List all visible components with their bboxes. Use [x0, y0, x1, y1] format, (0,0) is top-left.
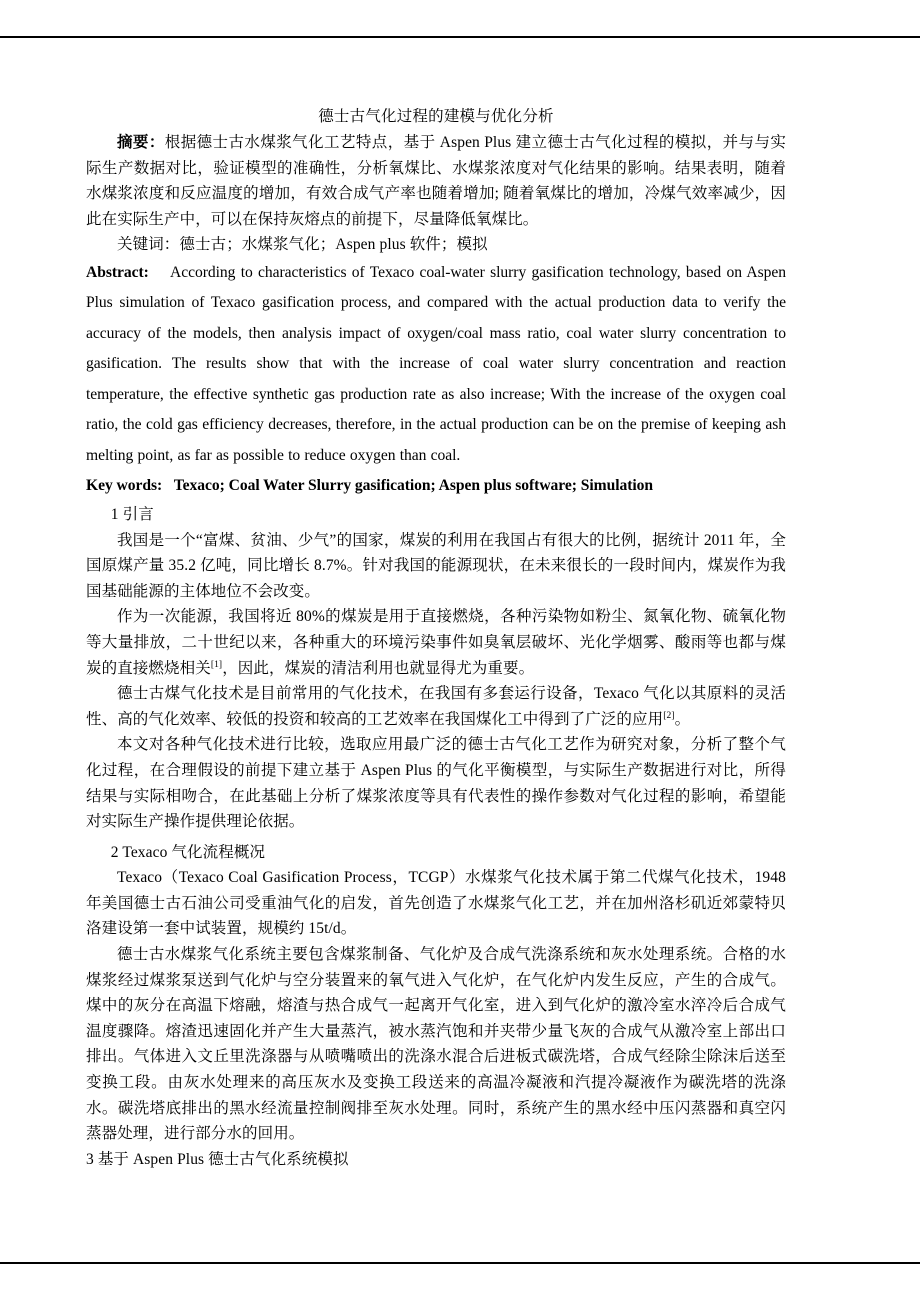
section-1-paragraph-2-text: 作为一次能源，我国将近 80%的煤炭是用于直接燃烧，各种污染物如粉尘、氮氧化物、硫氧化物等大量排放，二十世纪以来，各种重大的环境污染事件如臭氧层破坏、光化学烟雾、酸雨等也都与煤炭的直接燃烧相关 — [86, 608, 786, 677]
section-1-paragraph-2-tail: ，因此，煤炭的清洁利用也就显得尤为重要。 — [222, 659, 535, 677]
section-1-paragraph-1: 我国是一个“富煤、贫油、少气”的国家，煤炭的利用在我国占有很大的比例，据统计 2011 年，全国原煤产量 35.2 亿吨，同比增长 8.7%。针对我国的能源现状，在未来很长的一段时间内，煤炭作为我国基础能源的主体地位不会改变。 — [86, 531, 786, 600]
abstract-cn-paragraph — [86, 130, 786, 232]
section-3-heading: 3 基于 Aspen Plus 德士古气化系统模拟 — [86, 1150, 349, 1168]
page-title: 德士古气化过程的建模与优化分析 — [318, 108, 554, 125]
section-1-heading: 1 引言 — [110, 505, 154, 523]
section-2-paragraph-2: 德士古水煤浆气化系统主要包含煤浆制备、气化炉及合成气洗涤系统和灰水处理系统。合格的水煤浆经过煤浆泵送到气化炉与空分装置来的氧气进入气化炉，在气化炉内发生反应，产生的合成气。煤中的灰分在高温下熔融，熔渣与热合成气一起离开气化室，进入到气化炉的激冷室水淬冷后合成气温度骤降。熔渣迅速固化并产生大量蒸汽，被水蒸汽饱和并夹带少量飞灰的合成气从激冷室上部出口排出。气体进入文丘里洗涤器与从喷嘴喷出的洗涤水混合后进板式碳洗塔，合成气经除尘除沫后送至变换工段。由灰水处理来的高压灰水及变换工段送来的高温冷凝液和汽提冷凝液作为碳洗塔的洗涤水。碳洗塔底排出的黑水经流量控制阀排至灰水处理。同时，系统产生的黑水经中压闪蒸器和真空闪蒸器处理，进行部分水的回用。 — [86, 946, 786, 1143]
section-1-paragraph-3 — [86, 681, 786, 732]
citation-ref-1: [1] — [210, 659, 223, 670]
abstract-en-text: According to characteristics of Texaco coal-water slurry gasification technology, based on Aspen Plus simulation of Texaco gasification process, and compared with the actual production data to verify the accuracy of the models, then analysis impact of oxygen/coal mass ratio, coal water slurry concentration to gasification. The results show that with the increase of coal water slurry concentration and reaction temperature, the effective synthetic gas production rate as also increase; With the increase of the oxygen coal ratio, the cold gas efficiency decreases, therefore, in the actual production can be on the premise of keeping ash melting point, as far as possible to reduce oxygen than coal. — [86, 263, 786, 464]
abstract-en-paragraph — [86, 258, 786, 472]
abstract-cn-label: 摘要： — [117, 134, 165, 151]
keywords-en-paragraph — [86, 471, 786, 502]
page-bottom-rule — [0, 1262, 920, 1264]
citation-ref-2: [2] — [663, 710, 675, 721]
keywords-en-label: Key words: — [86, 477, 163, 495]
page-top-rule — [0, 36, 920, 38]
abstract-en-label: Abstract: — [86, 263, 149, 281]
section-1-paragraph-3-text: 德士古煤气化技术是目前常用的气化技术，在我国有多套运行设备，Texaco 气化以其原料的灵活性、高的气化效率、较低的投资和较高的工艺效率在我国煤化工中得到了广泛的应用 — [86, 685, 786, 728]
document-body — [86, 104, 786, 1172]
section-2-heading: 2 Texaco 气化流程概况 — [110, 843, 266, 861]
section-2-paragraph-1: Texaco（Texaco Coal Gasification Process，TCGP）水煤浆气化技术属于第二代煤气化技术，1948 年美国德士古石油公司受重油气化的启发，首先创造了水煤浆气化工艺，并在加州洛杉矶近郊蒙特贝洛建设第一套中试装置，规模约 15t/d。 — [86, 869, 786, 938]
section-1-paragraph-4: 本文对各种气化技术进行比较，选取应用最广泛的德士古气化工艺作为研究对象，分析了整个气化过程，在合理假设的前提下建立基于 Aspen Plus 的气化平衡模型，与实际生产数据进行对比，所得结果与实际相吻合，在此基础上分析了煤浆浓度等具有代表性的操作参数对气化过程的影响，希望能对实际生产操作提供理论依据。 — [86, 736, 786, 831]
keywords-en-text: Texaco; Coal Water Slurry gasification; Aspen plus software; Simulation — [173, 477, 654, 495]
keywords-cn-label: 关键词： — [117, 236, 180, 254]
section-1-paragraph-3-tail: 。 — [674, 710, 691, 728]
keywords-cn-text: 德士古；水煤浆气化；Aspen plus 软件；模拟 — [179, 236, 488, 254]
section-1-paragraph-2 — [86, 604, 786, 681]
keywords-cn-paragraph — [86, 232, 786, 258]
abstract-cn-text: 根据德士古水煤浆气化工艺特点，基于 Aspen Plus 建立德士古气化过程的模拟，并与与实际生产数据对比，验证模型的准确性，分析氧煤比、水煤浆浓度对气化结果的影响。结果表明，随着水煤浆浓度和反应温度的增加，有效合成气产率也随着增加; 随着氧煤比的增加，冷煤气效率减少，因此在实际生产中，可以在保持灰熔点的前提下，尽量降低氧煤比。 — [86, 134, 786, 228]
